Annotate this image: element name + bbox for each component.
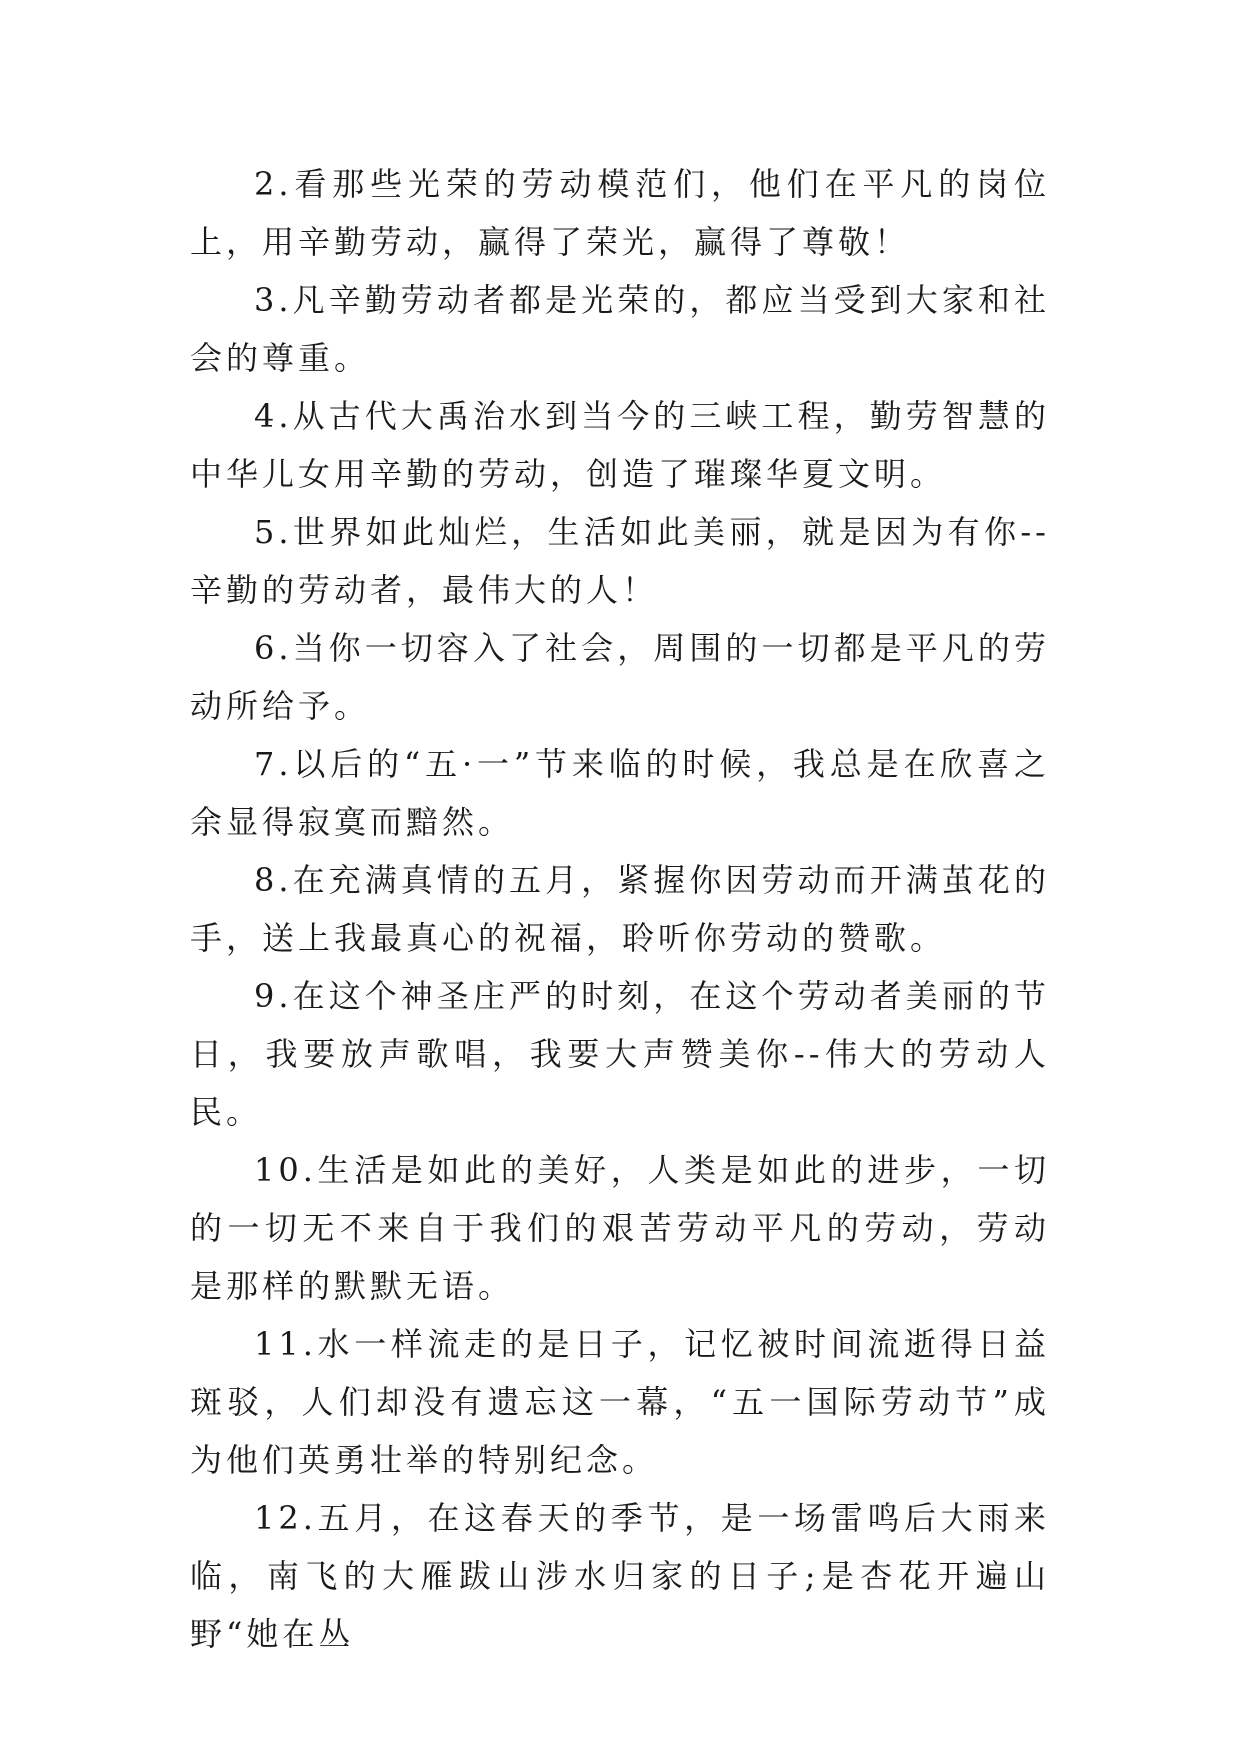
paragraph-9: 9.在这个神圣庄严的时刻，在这个劳动者美丽的节日，我要放声歌唱，我要大声赞美你--伟大的劳动人民。 (190, 977, 1050, 1131)
paragraph-10: 10.生活是如此的美好，人类是如此的进步，一切的一切无不来自于我们的艰苦劳动平凡的劳动，劳动是那样的默默无语。 (190, 1151, 1050, 1305)
paragraph-2: 2.看那些光荣的劳动模范们，他们在平凡的岗位上，用辛勤劳动，赢得了荣光，赢得了尊敬！ (190, 165, 1050, 261)
paragraph-8: 8.在充满真情的五月，紧握你因劳动而开满茧花的手，送上我最真心的祝福，聆听你劳动的赞歌。 (190, 861, 1050, 957)
paragraph-6: 6.当你一切容入了社会，周围的一切都是平凡的劳动所给予。 (190, 629, 1050, 725)
paragraph-11: 11.水一样流走的是日子，记忆被时间流逝得日益斑驳，人们却没有遗忘这一幕，“五一国际劳动节”成为他们英勇壮举的特别纪念。 (190, 1325, 1050, 1479)
paragraph-5: 5.世界如此灿烂，生活如此美丽，就是因为有你--辛勤的劳动者，最伟大的人！ (190, 513, 1050, 609)
paragraph-4: 4.从古代大禹治水到当今的三峡工程，勤劳智慧的中华儿女用辛勤的劳动，创造了璀璨华夏文明。 (190, 397, 1050, 493)
paragraph-3: 3.凡辛勤劳动者都是光荣的，都应当受到大家和社会的尊重。 (190, 281, 1050, 377)
document-body (190, 155, 1050, 1663)
paragraph-12: 12.五月，在这春天的季节，是一场雷鸣后大雨来临，南飞的大雁跋山涉水归家的日子;是杏花开遍山野“她在丛 (190, 1499, 1050, 1653)
paragraph-7: 7.以后的“五·一”节来临的时候，我总是在欣喜之余显得寂寞而黯然。 (190, 745, 1050, 841)
